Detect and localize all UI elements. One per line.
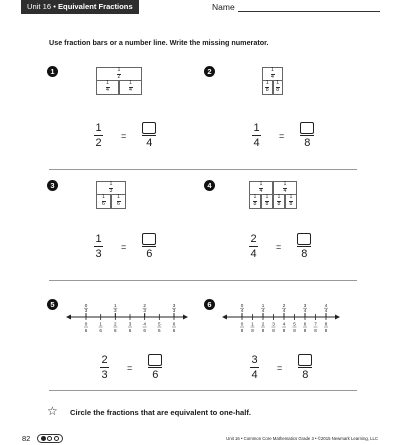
fraction-bar-cell: [261, 195, 273, 209]
fraction-bar-row: [262, 67, 283, 81]
tick-label-top-denominator: 4: [282, 308, 286, 314]
cell-numerator: 1: [283, 180, 287, 187]
tick-label-bottom-denominator: 6: [99, 328, 102, 333]
fraction-bars: [262, 67, 283, 95]
difficulty-dot-empty: [54, 436, 59, 441]
cell-numerator: 1: [265, 80, 269, 87]
answer-denominator: 4: [146, 137, 153, 149]
tick-label-bottom-numerator: 6: [172, 321, 176, 327]
given-fraction: [250, 354, 259, 381]
answer-denominator: 8: [304, 137, 311, 149]
tick-label-top-denominator: 4: [240, 308, 244, 314]
cell-denominator: 6: [102, 201, 105, 207]
tick-label-bottom-denominator: 8: [240, 328, 244, 333]
divider: [49, 280, 357, 281]
tick-label-top-numerator: 0: [240, 303, 244, 308]
fraction-bar-row: [249, 181, 297, 195]
fraction-bar-cell: [111, 195, 126, 209]
tick-label-top-denominator: 4: [324, 308, 328, 314]
cell-numerator: 1: [271, 66, 274, 73]
fraction-line: [142, 246, 156, 247]
cell-denominator: 4: [259, 187, 263, 194]
given-numerator: 2: [101, 354, 108, 366]
fraction-line: [94, 246, 103, 247]
fraction-line: [148, 367, 162, 368]
problem-number-badge: 2: [204, 66, 215, 77]
equation: [250, 354, 312, 381]
tick-label-bottom-numerator: 6: [303, 321, 307, 327]
answer-fraction: [142, 122, 156, 149]
problem-number-badge: 3: [47, 180, 58, 191]
given-denominator: 4: [253, 137, 260, 149]
fraction-line: [300, 135, 314, 136]
fraction-bar-cell: [262, 81, 273, 95]
answer-fraction: [298, 354, 312, 381]
fraction-bar-row: [262, 81, 283, 95]
number-line-svg: [222, 298, 340, 340]
tick-label-bottom-denominator: 8: [324, 328, 328, 333]
answer-denominator: 6: [152, 369, 159, 381]
answer-fraction: [148, 354, 162, 381]
cell-numerator: 1: [109, 180, 113, 187]
tick-label-bottom-numerator: 0: [84, 321, 88, 327]
cell-numerator: 1: [129, 80, 132, 87]
tick-label-bottom-denominator: 8: [303, 328, 307, 333]
problem-number-badge: 1: [47, 66, 58, 77]
cell-numerator: 1: [259, 180, 263, 187]
fraction-bar-row: [96, 67, 142, 81]
number-line: [222, 298, 340, 345]
answer-numerator-box[interactable]: [142, 122, 156, 134]
equation: [100, 354, 162, 381]
tick-label-bottom-numerator: 7: [314, 321, 317, 327]
given-fraction: [94, 122, 103, 149]
arrow-left-icon: [66, 315, 71, 320]
answer-fraction: [297, 233, 311, 260]
tick-label-bottom-numerator: 4: [143, 321, 146, 327]
answer-denominator: 6: [146, 248, 153, 260]
answer-denominator: 8: [302, 369, 309, 381]
cell-numerator: 1: [276, 80, 280, 87]
cell-denominator: 8: [276, 87, 280, 93]
equals-sign: =: [121, 241, 127, 252]
fraction-line: [252, 135, 261, 136]
equals-sign: =: [127, 362, 133, 373]
fraction-bar-cell: [96, 195, 111, 209]
tick-label-bottom-numerator: 5: [293, 321, 296, 327]
tick-label-bottom-denominator: 8: [251, 328, 254, 333]
fraction-bar-row: [96, 181, 126, 195]
tick-label-bottom-numerator: 1: [251, 321, 254, 327]
tick-label-bottom-denominator: 6: [172, 328, 176, 333]
cell-numerator: 1: [106, 80, 109, 87]
fraction-bar-cell: [96, 181, 126, 195]
given-numerator: 3: [251, 354, 258, 366]
answer-numerator-box[interactable]: [297, 233, 311, 245]
fraction-bar-cell: [273, 81, 284, 95]
footer-text: Unit 16 • Common Core Mathematics Grade 3 • ©2015 Newmark Learning, LLC: [226, 436, 378, 441]
number-line-svg: [66, 298, 188, 340]
tick-label-bottom-numerator: 3: [128, 321, 132, 327]
cell-numerator: 1: [253, 194, 257, 201]
fraction-bar-cell: [249, 195, 261, 209]
unit-tab: [21, 0, 139, 14]
tick-label-bottom-denominator: 8: [261, 328, 265, 333]
answer-numerator-box[interactable]: [298, 354, 312, 366]
cell-numerator: 1: [117, 194, 120, 201]
fraction-bars: [96, 67, 142, 95]
unit-number: Unit 16: [27, 2, 52, 11]
tick-label-bottom-numerator: 2: [261, 321, 265, 327]
tick-label-bottom-numerator: 5: [158, 321, 161, 327]
tick-label-top-denominator: 4: [261, 308, 265, 314]
cell-denominator: 2: [117, 73, 121, 80]
answer-numerator-box[interactable]: [142, 233, 156, 245]
fraction-line: [100, 367, 109, 368]
cell-numerator: 1: [289, 194, 293, 201]
problem-number-badge: 4: [204, 180, 215, 191]
fraction-bar-cell: [249, 181, 273, 195]
equals-sign: =: [276, 241, 282, 252]
tick-label-top-denominator: 3: [84, 308, 88, 314]
tick-label-top-numerator: 0: [84, 303, 88, 308]
cell-denominator: 4: [283, 187, 287, 194]
instructions: Use fraction bars or a number line. Write the missing numerator.: [49, 38, 269, 47]
tick-label-bottom-numerator: 2: [114, 321, 117, 327]
fraction-bar-cell: [262, 67, 283, 81]
cell-denominator: 8: [265, 87, 269, 93]
cell-denominator: 3: [109, 187, 113, 194]
difficulty-dot-filled: [41, 436, 46, 441]
cell-denominator: 8: [253, 201, 257, 207]
given-fraction: [252, 122, 261, 149]
circle-instruction: Circle the fractions that are equivalent to one-half.: [70, 408, 252, 417]
arrow-right-icon: [183, 315, 188, 320]
tick-label-bottom-numerator: 3: [272, 321, 275, 327]
given-denominator: 3: [101, 369, 108, 381]
star-icon: ☆: [47, 404, 58, 418]
fraction-line: [142, 135, 156, 136]
tick-label-top-numerator: 3: [172, 303, 176, 308]
tick-label-top-denominator: 3: [172, 308, 176, 314]
equation: [94, 233, 156, 260]
difficulty-dot-empty: [47, 436, 52, 441]
tick-label-bottom-denominator: 6: [114, 328, 117, 333]
cell-denominator: 4: [271, 73, 274, 80]
tick-label-top-numerator: 4: [324, 303, 328, 308]
divider: [49, 390, 357, 391]
given-denominator: 4: [251, 369, 258, 381]
cell-denominator: 8: [277, 201, 281, 207]
tick-label-bottom-denominator: 6: [158, 328, 161, 333]
equation: [94, 122, 156, 149]
fraction-bars: [96, 181, 126, 209]
arrow-right-icon: [335, 315, 340, 320]
tick-label-bottom-numerator: 8: [324, 321, 328, 327]
tick-label-top-numerator: 1: [261, 303, 265, 308]
fraction-bar-cell: [273, 181, 297, 195]
unit-title: Equivalent Fractions: [57, 2, 133, 11]
tick-label-bottom-numerator: 1: [99, 321, 102, 327]
page-number: 82: [22, 434, 31, 443]
given-numerator: 1: [95, 233, 102, 245]
fraction-bars: [249, 181, 297, 209]
given-denominator: 4: [250, 248, 257, 260]
tick-label-bottom-denominator: 6: [84, 328, 88, 333]
tick-label-bottom-denominator: 8: [272, 328, 275, 333]
cell-numerator: 1: [277, 194, 281, 201]
equation: [249, 233, 311, 260]
problem-number-badge: 6: [204, 299, 215, 310]
arrow-left-icon: [222, 315, 227, 320]
tick-label-top-numerator: 2: [282, 303, 286, 308]
tick-label-top-numerator: 3: [303, 303, 307, 308]
fraction-bar-cell: [285, 195, 297, 209]
name-input-line[interactable]: [238, 11, 380, 12]
fraction-bar-row: [249, 195, 297, 209]
fraction-line: [94, 135, 103, 136]
answer-fraction: [300, 122, 314, 149]
fraction-line: [298, 367, 312, 368]
given-fraction: [100, 354, 109, 381]
given-numerator: 1: [95, 122, 102, 134]
given-fraction: [249, 233, 258, 260]
given-denominator: 3: [95, 248, 102, 260]
number-line: [66, 298, 188, 345]
cell-denominator: 8: [265, 201, 269, 207]
answer-numerator-box[interactable]: [148, 354, 162, 366]
answer-denominator: 8: [301, 248, 308, 260]
fraction-bar-cell: [273, 195, 285, 209]
cell-numerator: 1: [117, 66, 121, 73]
tick-label-bottom-numerator: 4: [282, 321, 286, 327]
equals-sign: =: [277, 362, 283, 373]
tick-label-bottom-denominator: 6: [143, 328, 146, 333]
fraction-bar-row: [96, 81, 142, 95]
tick-label-bottom-numerator: 0: [240, 321, 244, 327]
answer-numerator-box[interactable]: [300, 122, 314, 134]
given-fraction: [94, 233, 103, 260]
fraction-bar-cell: [96, 81, 119, 95]
difficulty-indicator: [37, 434, 63, 443]
cell-denominator: 8: [289, 201, 293, 207]
fraction-line: [297, 246, 311, 247]
tick-label-top-denominator: 3: [143, 308, 146, 314]
cell-numerator: 1: [102, 194, 105, 201]
cell-denominator: 6: [117, 201, 120, 207]
fraction-bar-row: [96, 195, 126, 209]
equals-sign: =: [121, 130, 127, 141]
name-label: Name: [212, 2, 235, 12]
fraction-line: [249, 246, 258, 247]
divider: [49, 169, 357, 170]
given-numerator: 1: [253, 122, 260, 134]
given-denominator: 2: [95, 137, 102, 149]
footer: [0, 433, 400, 445]
answer-fraction: [142, 233, 156, 260]
tick-label-top-denominator: 3: [114, 308, 117, 314]
given-numerator: 2: [250, 233, 257, 245]
tick-label-bottom-denominator: 8: [282, 328, 286, 333]
fraction-bar-cell: [119, 81, 142, 95]
fraction-bar-cell: [96, 67, 142, 81]
tick-label-bottom-denominator: 8: [314, 328, 317, 333]
problem-number-badge: 5: [47, 299, 58, 310]
cell-numerator: 1: [265, 194, 269, 201]
equals-sign: =: [279, 130, 285, 141]
tick-label-top-numerator: 2: [143, 303, 146, 308]
tick-label-top-denominator: 4: [303, 308, 307, 314]
equation: [252, 122, 314, 149]
tick-label-bottom-denominator: 8: [293, 328, 296, 333]
tick-label-top-numerator: 1: [114, 303, 117, 308]
cell-denominator: 4: [129, 87, 132, 93]
cell-denominator: 4: [106, 87, 109, 93]
fraction-line: [250, 367, 259, 368]
tick-label-bottom-denominator: 6: [128, 328, 132, 333]
unit-bullet: •: [53, 2, 56, 11]
